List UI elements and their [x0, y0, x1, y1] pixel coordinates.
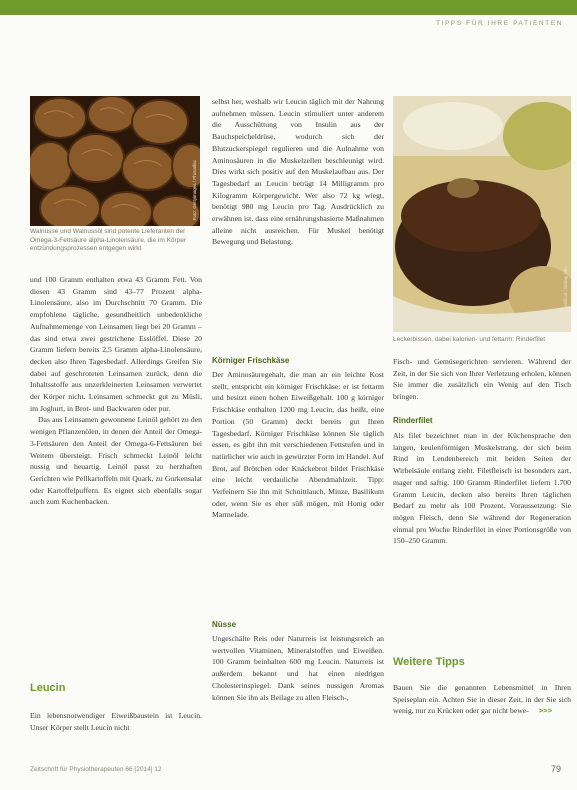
weitere-tipps-body: Bauen Sie die genannten Lebensmittel in Ihren Speiseplan ein. Achten Sie in dieser Zeit, in der Sie sich wenig, nur zu Krücken oder gar nicht bewe-	[393, 683, 571, 716]
rinderfilet-image	[393, 96, 571, 332]
quark-text: Der Aminosäuregehalt, die man an ein leichte Kost stellt, entspricht ein körniger Frischkäse: er ist fettarm und besitzt einen hohen Eiweißgehalt. 100 g körniger Frischkäse enthalten 1200 mg Leucin, das heißt, eine Portion (50 Gramm) deckt bereits gut Ihren Tagesbedarf. Körniger Frischkäse können Sie täglich essen, es gibt ihn mit verschiedenen Fettstufen und in natürlicher wie auch in gewürzter Form im Handel. Auf Brot, auf Brötchen oder Knäckebrot bildet Frischkäse eine leicht verdauliche Abendmahlzeit. Tipp: Verfeinern Sie ihn mit Schnittlauch, Minze, Basilikum oder, wenn Sie es eher süß mögen, mit Honig oder Marmelade.	[212, 370, 384, 520]
rinderfilet-photo-credit: Foto: Stockfood / Eising, Wh.	[563, 265, 568, 324]
footer-journal: Zeitschrift für Physiotherapeuten 66 [2014] 12	[30, 766, 162, 773]
column-2-body	[212, 96, 384, 248]
column-1-paragraph: Das aus Leinsamen gewonnene Leinöl gehört zu den wenigen Pflanzenölen, in denen der Anteil der Omega-3-Fettsäuren den Anteil der Omega-6-Fettsäuren bei Weitem übersteigt. Frisch schmeckt Leinöl leicht nussig und heuartig. Leinöl passt zu herzhaften Gerichten wie Pellkartoffeln mit Quark, zu Gurkensalat oder Kartoffelpuffern. Es eignet sich ebenfalls sogar auch zum Kuchenbacken.	[30, 415, 202, 507]
rinderfilet-heading: Rinderfilet	[393, 416, 433, 425]
continue-arrow: >>>	[538, 706, 553, 716]
column-1-paragraph: und 100 Gramm enthalten etwa 43 Gramm Fett. Von diesen 43 Gramm sind 43–77 Prozent alpha-Linolensäure, also im Durchschnitt 70 Gramm. Die empfohlene tägliche, gesundheitlich unbedenkliche Aufnahmemenge von Leinsamen liegt bei 20 Gramm – das sind etwa zwei gestrichene Esslöffel. Diese 20 Gramm liefern bereits 2,5 Gramm alpha-Linolensäure, decken also Ihren Tagesbedarf. Allerdings Greifen Sie dabei auf geschroteten Leinsamen zurück, denn die Inhaltsstoffe aus unzerkleinerten Leinsamen verwertet der Körper nicht. Leinsamen schmeckt gut zu Müsli, im Joghurt, in Brot- und Backwaren oder pur.	[30, 275, 202, 413]
leucin-text: Ein lebensnotwendiger Eiweißbaustein ist Leucin. Unser Körper stellt Leucin nicht	[30, 711, 202, 732]
page-number: 79	[550, 764, 561, 774]
weitere-tipps-text	[393, 682, 571, 717]
column-1-body	[30, 274, 202, 508]
rinderfilet-text: Als filet bezeichnet man in der Küchensprache den langen, keulenförmigen Muskelstrang, der sich beim Rind im Lendenbereich mit beiden Seiten der Wirbelsäule entlang zieht. Filetfleisch ist besonders zart, mager und saftig. 100 Gramm Rinderfilet liefern 1.700 Gramm Leucin, decken also bereits Ihren täglichen Bedarf zu mehr als 100 Prozent. Voraussetzung: Sie mögen Fleisch, denn Sie während der Regeneration einmal pro Woche Rinderfilet in einer Portionsgröße von 150–250 Gramm.	[393, 431, 571, 546]
nuts-heading: Nüsse	[212, 620, 237, 629]
quark-heading: Körniger Frischkäse	[212, 356, 290, 365]
weitere-tipps-heading: Weitere Tipps	[393, 656, 465, 668]
walnuts-photo-credit: Foto: Gettyimages / Photodisc	[192, 159, 197, 220]
walnuts-caption: Walnüsse und Walnussöl sind potente Lieferanten der Omega-3-Fettsäure alpha-Linolensäure, die im Körper entzündungsprozessen entgegen wirkt	[30, 228, 187, 253]
section-label: TIPPS FÜR IHRE PATIENTEN	[435, 20, 563, 27]
walnuts-image	[30, 96, 200, 226]
rinderfilet-photo	[393, 96, 571, 332]
column-3-intro: Fisch- und Gemüsegerichten servieren. Während der Zeit, in der Sie sich von Ihrer Verletzung erholen, können Sie immer die zusätzlich ein Wenig auf den Tisch bringen.	[393, 357, 571, 402]
walnuts-photo	[30, 96, 200, 226]
header-bar	[0, 0, 577, 15]
rinderfilet-caption: Leckerbissen, dabei kalorien- und fettarm: Rinderfilet	[393, 336, 546, 343]
leucin-heading: Leucin	[30, 682, 66, 694]
column-2-paragraph: selbst her, weshalb wir Leucin täglich mit der Nahrung aufnehmen müssen. Leucin stimuliert unter anderem die Ausschüttung von Insulin aus der Bauchspeicheldrüse, wodurch sich der Blutzuckerspiegel regulieren und die Aufnahme von Aminosäuren in die Muskelzellen beschleunigt wird. Dies wirkt sich positiv auf den Muskelaufbau aus. Der Tagesbedarf an Leucin beträgt 14 Milligramm pro Kilogramm Körpergewicht. Wer also 72 kg wiegt, benötigt 980 mg Leucin pro Tag. Ausdrücklich zu erwähnen ist, dass eine ernährungsbasierte Maßnahmen alleine nicht ausreichen. Für Muskel benötigt Bewegung und Belastung.	[212, 97, 384, 247]
nuts-text: Ungeschälte Reis oder Naturreis ist leistungsreich an wertvollen Vitaminen, Mineralstoffen und Eiweißen. 100 Gramm beinhalten 600 mg Leucin. Naturreis ist außerdem bekannt und hat einen niedrigen Cholesterinspiegel. Dank seines nussigen Aromas können Sie ihn als Beilage zu allen Fleisch-,	[212, 634, 384, 702]
